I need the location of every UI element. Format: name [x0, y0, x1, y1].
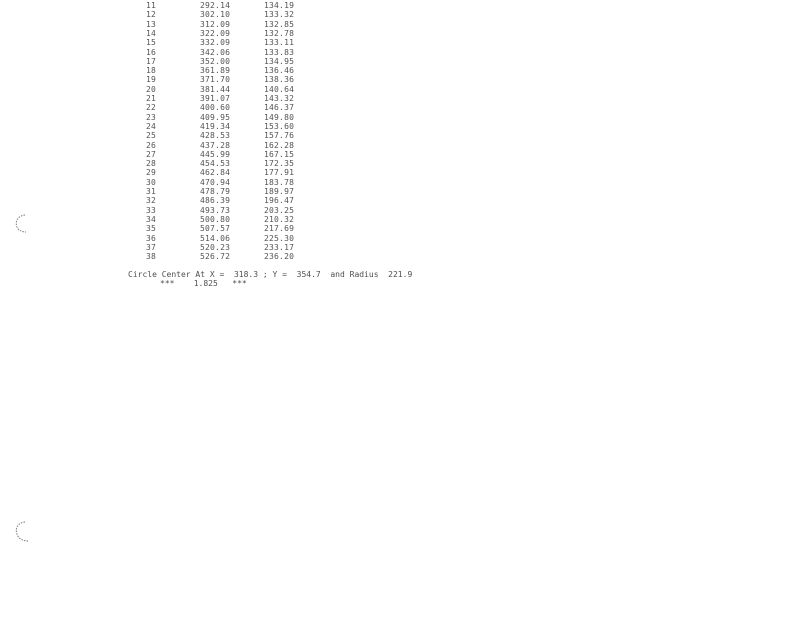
point-index: 26 [146, 140, 157, 150]
point-index: 14 [146, 28, 157, 38]
point-index: 19 [146, 75, 157, 85]
error-prefix: *** [160, 279, 175, 288]
y-coordinate: 203.25 [264, 205, 295, 215]
circle-center-label: Circle Center At X = [128, 270, 225, 279]
table-row [0, 224, 800, 233]
table-row [0, 196, 800, 205]
x-coordinate: 332.09 [200, 38, 231, 48]
y-coordinate: 134.19 [264, 1, 295, 10]
y-coordinate: 134.95 [264, 56, 295, 66]
error-suffix: *** [232, 279, 247, 288]
y-coordinate: 153.60 [264, 121, 295, 131]
point-index: 16 [146, 47, 157, 57]
x-coordinate: 437.28 [200, 140, 231, 150]
point-index: 27 [146, 149, 157, 159]
punch-hole-mark-bottom [12, 520, 30, 542]
point-index: 21 [146, 94, 157, 103]
table-row [0, 66, 800, 75]
x-coordinate: 526.72 [200, 252, 231, 262]
table-row [0, 20, 800, 29]
point-index: 38 [146, 252, 157, 262]
punch-hole-mark-top [12, 212, 30, 234]
point-index: 30 [146, 177, 157, 187]
point-index: 17 [146, 56, 157, 66]
circle-center-y: 354.7 [296, 270, 321, 279]
point-index: 23 [146, 112, 157, 122]
point-index: 36 [146, 233, 157, 243]
point-index: 28 [146, 159, 157, 169]
table-row [0, 252, 800, 261]
y-coordinate: 132.85 [264, 19, 295, 29]
table-row [0, 38, 800, 47]
table-row [0, 113, 800, 122]
x-coordinate: 400.60 [200, 103, 231, 113]
x-coordinate: 302.10 [200, 10, 231, 20]
table-row [0, 159, 800, 168]
x-coordinate: 312.09 [200, 19, 231, 29]
x-coordinate: 514.06 [200, 233, 231, 243]
x-coordinate: 454.53 [200, 159, 231, 169]
x-coordinate: 322.09 [200, 28, 231, 38]
y-coordinate: 162.28 [264, 140, 295, 150]
point-index: 13 [146, 19, 157, 29]
y-coordinate: 146.37 [264, 103, 295, 113]
point-index: 24 [146, 121, 157, 131]
x-coordinate: 500.80 [200, 214, 231, 224]
x-coordinate: 462.84 [200, 168, 231, 178]
x-coordinate: 493.73 [200, 205, 231, 215]
table-row [0, 57, 800, 66]
point-index: 32 [146, 196, 157, 206]
y-coordinate: 210.32 [264, 214, 295, 224]
error-line [160, 279, 247, 288]
point-index: 15 [146, 38, 157, 48]
x-coordinate: 470.94 [200, 177, 231, 187]
x-coordinate: 419.34 [200, 121, 231, 131]
x-coordinate: 371.70 [200, 75, 231, 85]
table-row [0, 168, 800, 177]
y-coordinate: 233.17 [264, 242, 295, 252]
point-index: 29 [146, 168, 157, 178]
table-row [0, 187, 800, 196]
y-coordinate: 138.36 [264, 75, 295, 85]
x-coordinate: 478.79 [200, 187, 231, 196]
y-coordinate: 225.30 [264, 233, 295, 243]
y-coordinate: 149.80 [264, 112, 295, 122]
y-coordinate: 136.46 [264, 66, 295, 76]
error-value: 1.825 [193, 279, 218, 288]
x-coordinate: 391.07 [200, 94, 231, 103]
table-row [0, 234, 800, 243]
table-row [0, 75, 800, 84]
x-coordinate: 428.53 [200, 131, 231, 141]
y-coordinate: 172.35 [264, 159, 295, 169]
table-row [0, 178, 800, 187]
x-coordinate: 409.95 [200, 112, 231, 122]
table-row [0, 150, 800, 159]
point-index: 25 [146, 131, 157, 141]
point-index: 31 [146, 187, 157, 196]
point-index: 22 [146, 103, 157, 113]
table-row [0, 122, 800, 131]
table-row [0, 131, 800, 140]
point-index: 37 [146, 242, 157, 252]
y-coordinate: 157.76 [264, 131, 295, 141]
circle-center-x: 318.3 [233, 270, 259, 279]
table-row [0, 243, 800, 252]
table-row [0, 48, 800, 57]
point-index: 20 [146, 84, 157, 94]
y-coordinate: 217.69 [264, 224, 295, 234]
x-coordinate: 520.23 [200, 242, 231, 252]
x-coordinate: 342.06 [200, 47, 231, 57]
x-coordinate: 486.39 [200, 196, 231, 206]
point-index: 33 [146, 205, 157, 215]
table-row [0, 215, 800, 224]
point-index: 34 [146, 214, 157, 224]
y-coordinate: 183.78 [264, 177, 295, 187]
table-row [0, 206, 800, 215]
x-coordinate: 381.44 [200, 84, 231, 94]
circle-y-label: ; Y = [262, 270, 287, 279]
y-coordinate: 196.47 [264, 196, 295, 206]
x-coordinate: 352.00 [200, 56, 231, 66]
y-coordinate: 167.15 [264, 149, 295, 159]
y-coordinate: 132.78 [264, 28, 295, 38]
point-index: 12 [146, 10, 157, 20]
y-coordinate: 133.32 [264, 10, 295, 20]
table-row [0, 29, 800, 38]
point-index: 18 [146, 66, 157, 76]
table-row [0, 103, 800, 112]
x-coordinate: 292.14 [200, 1, 231, 10]
table-row [0, 85, 800, 94]
table-row [0, 141, 800, 150]
table-row [0, 1, 800, 10]
y-coordinate: 133.83 [264, 47, 295, 57]
y-coordinate: 177.91 [264, 168, 295, 178]
circle-summary-line [128, 270, 412, 279]
y-coordinate: 133.11 [264, 38, 295, 48]
y-coordinate: 236.20 [264, 252, 295, 262]
x-coordinate: 445.99 [200, 149, 231, 159]
point-index: 35 [146, 224, 157, 234]
y-coordinate: 143.32 [264, 94, 295, 103]
circle-radius-value: 221.9 [388, 270, 413, 279]
circle-radius-label: and Radius [330, 270, 379, 279]
x-coordinate: 361.89 [200, 66, 231, 76]
point-index: 11 [146, 1, 157, 10]
x-coordinate: 507.57 [200, 224, 231, 234]
y-coordinate: 189.97 [264, 187, 295, 196]
y-coordinate: 140.64 [264, 84, 295, 94]
table-row [0, 10, 800, 19]
table-row [0, 94, 800, 103]
